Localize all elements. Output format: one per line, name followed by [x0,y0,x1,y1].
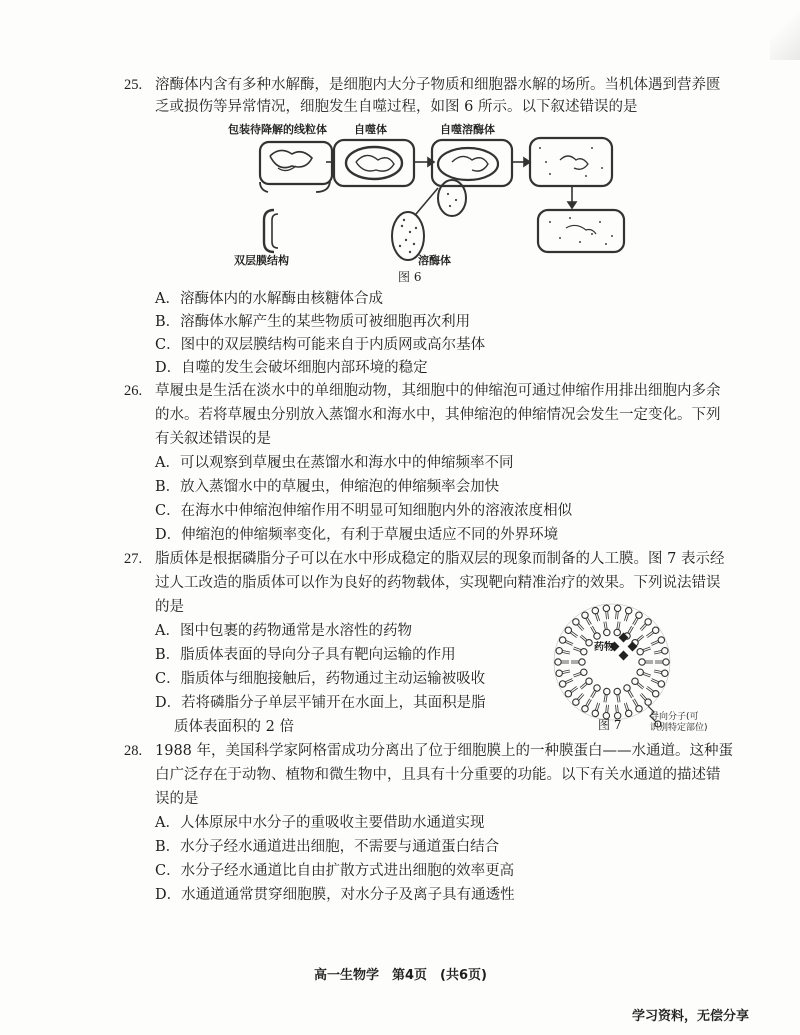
phospholipid-molecule [622,607,632,622]
figure-6-caption: 图 6 [398,270,422,284]
q27-number: 27. [124,551,143,567]
q28-option-c: C．水分子经水通道比自由扩散方式进出细胞的效率更高 [155,863,515,879]
q25-number: 25. [124,77,143,93]
phospholipid-molecule [653,668,668,677]
label-guide-molecule-1: 导向分子(可 [650,712,699,722]
phospholipid-molecule [638,692,652,707]
figure-6-autophagy-diagram [230,118,650,298]
phospholipid-molecule [602,688,611,703]
phospholipid-molecule [636,668,652,679]
phospholipid-molecule [571,659,585,665]
mitochondrion-cell [260,142,332,184]
phospholipid-molecule [613,605,621,620]
phospholipid-molecule [636,645,652,656]
phospholipid-molecule [650,677,666,689]
phospholipid-molecule [645,685,660,699]
q28-option-b: B．水分子经水通道进出细胞，不需要与通道蛋白结合 [155,839,500,855]
phospholipid-molecule [564,626,579,640]
phospholipid-molecule [589,684,602,699]
phospholipid-molecule [653,647,668,656]
phospholipid-molecule [614,621,623,636]
q27-option-b: B．脂质体表面的导向分子具有靶向运输的作用 [155,647,456,663]
page-footer: 高一生物学 第4页 (共6页) [314,968,487,983]
phospholipid-molecule [602,621,611,636]
label-mitochondrion: 包装待降解的线粒体 [228,123,327,136]
q25-option-b: B．溶酶体水解产生的某些物质可被细胞再次利用 [155,314,471,330]
q27-option-d-line-1: D．若将磷脂分子单层平铺开在水面上，其面积是脂 [155,695,486,711]
q28-stem-line-3: 误的是 [155,791,199,807]
phospholipid-molecule [579,677,594,691]
label-autophagosome: 自噬体 [354,123,387,136]
phospholipid-molecule [558,636,574,648]
q27-stem-line-3: 的是 [155,599,184,615]
q26-stem-line-1: 草履虫是生活在淡水中的单细胞动物，其细胞中的伸缩泡可通过伸缩作用排出细胞内多余 [155,383,721,399]
phospholipid-molecule [579,633,594,647]
page-edge-shadow [770,0,800,60]
phospholipid-molecule [631,611,644,626]
phospholipid-molecule [572,668,588,679]
q26-option-c: C．在海水中伸缩泡伸缩作用不明显可知细胞内外的溶液浓度相似 [155,503,573,519]
phospholipid-molecule [555,659,569,665]
phospholipid-molecule [571,692,585,707]
q26-stem-line-2: 的水。若将草履虫分别放入蒸馏水和海水中，其伸缩泡的伸缩情况会发生一定变化。下列 [155,407,721,423]
phospholipid-molecule [631,698,644,713]
degraded-cell [538,210,624,252]
q25-option-a: A．溶酶体内的水解酶由核糖体合成 [155,291,383,307]
q28-stem-line-1: 1988 年，美国科学家阿格雷成功分离出了位于细胞膜上的一种膜蛋白——水通道。这种蛋 [155,743,734,759]
q25-stem-line-1: 溶酶体内含有多种水解酶，是细胞内大分子物质和细胞器水解的场所。当机体遇到营养匮 [155,77,721,93]
phospholipid-molecule [564,685,579,699]
label-double-membrane: 双层膜结构 [234,254,289,267]
mitochondrion-shape [270,150,312,167]
phospholipid-molecule [630,677,645,691]
phospholipid-molecule [591,607,601,622]
phospholipid-molecule [555,668,570,677]
phospholipid-molecule [645,626,660,640]
q25-option-d: D．自噬的发生会破坏细胞内部环境的稳定 [155,360,428,376]
share-note: 学习资料，无偿分享 [632,1009,750,1024]
q27-option-d-line-2: 质体表面积的 2 倍 [174,719,294,735]
phospholipid-molecule [623,684,636,699]
q28-number: 28. [124,743,143,759]
label-drug: 药物 [594,642,614,653]
q28-option-d: D．水通道通常贯穿细胞膜，对水分子及离子具有通透性 [155,887,515,903]
phospholipid-molecule [622,702,632,717]
q27-stem-line-1: 脂质体是根据磷脂分子可以在水中形成稳定的脂双层的现象而制备的人工膜。图 7 表示经 [155,551,725,567]
q28-stem-line-2: 白广泛存在于动物、植物和微生物中，且具有十分重要的功能。以下有关水通道的描述错 [155,767,721,783]
phospholipid-molecule [603,605,611,620]
digesting-cell [530,138,612,186]
q26-option-a: A．可以观察到草履虫在蒸馏水和海水中的伸缩频率不同 [155,455,514,471]
label-guide-molecule-2: 识别特定部位) [650,723,708,733]
phospholipid-molecule [571,617,585,632]
q26-stem-line-3: 有关叙述错误的是 [155,431,271,447]
phospholipid-molecule [572,645,588,656]
phospholipid-molecule [614,688,623,703]
q26-option-d: D．伸缩泡的伸缩频率变化，有利于草履虫适应不同的外界环境 [155,527,559,543]
label-autolysosome: 自噬溶酶体 [440,123,495,136]
phospholipid-molecule [555,647,570,656]
phospholipid-molecule [639,659,653,665]
q26-number: 26. [124,383,143,399]
q27-option-c: C．脂质体与细胞接触后，药物通过主动运输被吸收 [155,671,486,687]
phospholipid-bilayer [555,605,669,719]
q26-option-b: B．放入蒸馏水中的草履虫，伸缩泡的伸缩频率会加快 [155,479,500,495]
phospholipid-molecule [581,698,594,713]
q27-option-a: A．图中包裹的药物通常是水溶性的药物 [155,623,412,639]
figure-7-caption: 图 7 [598,718,622,732]
q25-stem-line-2: 乏或损伤等异常情况，细胞发生自噬过程，如图 6 所示。以下叙述错误的是 [155,99,638,115]
phospholipid-molecule [581,611,594,626]
q28-option-a: A．人体原尿中水分子的重吸收主要借助水通道实现 [155,815,485,831]
q27-stem-line-2: 过人工改造的脂质体可以作为良好的药物载体，实现靶向精准治疗的效果。下列说法错误 [155,575,721,591]
phospholipid-molecule [638,617,652,632]
q25-option-c: C．图中的双层膜结构可能来自于内质网或高尔基体 [155,337,486,353]
label-lysosome: 溶酶体 [418,254,451,267]
phospholipid-molecule [558,677,574,689]
phospholipid-molecule [655,659,669,665]
phospholipid-molecule [650,636,666,648]
